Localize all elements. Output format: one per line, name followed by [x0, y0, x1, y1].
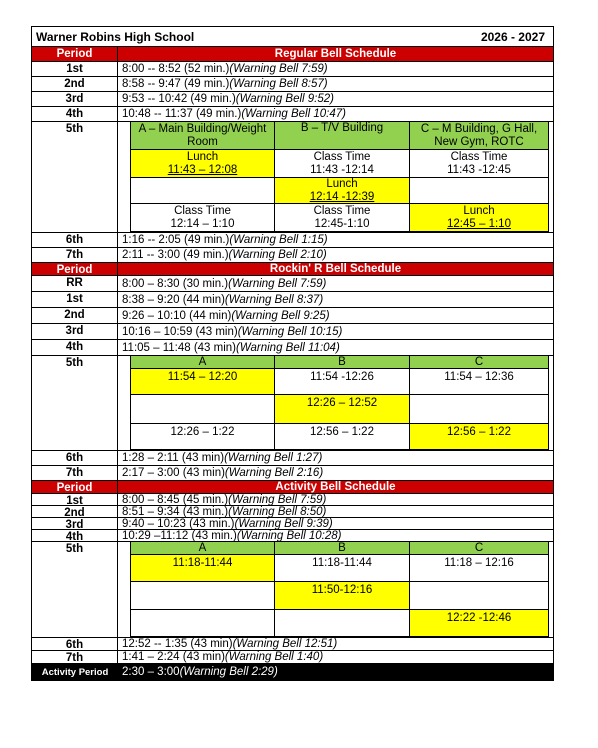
schedule-row [31, 494, 554, 506]
period-time: 8:38 – 9:20 (44 min) (Warning Bell 8:37) [122, 293, 324, 306]
fifth-slot: 11:18-11:44 [130, 555, 275, 582]
reg-col-a: A – Main Building/Weight Room [130, 122, 275, 150]
period-time: 8:00 -- 8:52 (52 min.) (Warning Bell 7:59) [122, 63, 328, 75]
period-time: 8:00 – 8:45 (45 min.) (Warning Bell 7:59) [122, 494, 327, 505]
slot-time: 11:43 – 12:08 [167, 163, 238, 176]
activity-fifth-row [31, 542, 554, 638]
period-time: 1:41 – 2:24 (43 min) (Warning Bell 1:40) [122, 651, 324, 663]
period-label: 1st [32, 292, 118, 307]
period-label: 3rd [32, 324, 118, 339]
period-time: 10:29 –11:12 (43 min.) (Warning Bell 10:28) [122, 530, 342, 541]
reg-col-b: B – T/V Building [275, 122, 410, 150]
period-label: 7th [32, 651, 118, 663]
rockin-header-row [31, 263, 554, 276]
fifth-slot [130, 610, 275, 637]
period-label: 4th [32, 530, 118, 541]
fifth-slot [410, 582, 549, 610]
fifth-slot: 12:56 – 1:22 [410, 424, 549, 450]
period-label: 5th [32, 542, 118, 637]
period-label: 2nd [32, 506, 118, 517]
period-time: 9:53 -- 10:42 (49 min.) (Warning Bell 9:52) [122, 93, 335, 105]
period-time: 1:16 -- 2:05 (49 min.) (Warning Bell 1:15) [122, 234, 328, 246]
fifth-slot [275, 610, 410, 637]
rockin-fifth-row [31, 356, 554, 451]
period-time: 2:11 -- 3:00 (49 min.) (Warning Bell 2:10) [122, 249, 327, 261]
fifth-slot: 12:26 – 1:22 [130, 424, 275, 450]
activity-period-row [31, 664, 554, 681]
period-header: Period [32, 263, 118, 275]
period-label: 3rd [32, 92, 118, 106]
period-label: 6th [32, 451, 118, 465]
fifth-slot: 11:18 – 12:16 [410, 555, 549, 582]
fifth-col-header: B [275, 356, 410, 369]
period-label: RR [32, 276, 118, 291]
period-label: 5th [32, 122, 118, 232]
period-time: 9:40 – 10:23 (43 min.) (Warning Bell 9:39) [122, 518, 333, 529]
fifth-slot [130, 582, 275, 610]
schedule-row [31, 451, 554, 466]
reg-col-c: C – M Building, G Hall, New Gym, ROTC [410, 122, 549, 150]
period-time: 11:05 – 11:48 (43 min) (Warning Bell 11:04) [122, 341, 340, 354]
schedule-row [31, 107, 554, 122]
fifth-slot: 11:54 – 12:20 [130, 369, 275, 395]
slot-label: Class Time [313, 150, 371, 163]
schedule-row [31, 248, 554, 263]
title-row [31, 26, 554, 47]
slot-time: 11:43 -12:45 [447, 163, 511, 176]
period-label: 7th [32, 466, 118, 480]
fifth-slot: 12:26 – 12:52 [275, 395, 410, 424]
schedule-row [31, 233, 554, 248]
period-label: 1st [32, 62, 118, 76]
slot-time: 12:45-1:10 [314, 217, 370, 230]
period-label: 1st [32, 494, 118, 505]
period-label: Activity Period [41, 667, 109, 678]
schedule-row [31, 276, 554, 292]
activity-heading: Activity Bell Schedule [275, 481, 396, 493]
schedule-row [31, 340, 554, 356]
fifth-slot [130, 395, 275, 424]
schedule-row [31, 466, 554, 481]
fifth-slot [410, 150, 549, 178]
period-time: 8:00 – 8:30 (30 min.) (Warning Bell 7:59) [122, 277, 327, 290]
period-time: 8:51 – 9:34 (43 min.) (Warning Bell 8:50) [122, 506, 327, 517]
period-label: 2nd [32, 308, 118, 323]
period-label: 3rd [32, 518, 118, 529]
fifth-slot: 11:18-11:44 [275, 555, 410, 582]
fifth-col-header: B [275, 542, 410, 555]
fifth-col-header: A [130, 542, 275, 555]
schedule-row [31, 518, 554, 530]
period-label: 7th [32, 248, 118, 262]
schedule-row [31, 651, 554, 664]
schedule-row [31, 292, 554, 308]
period-header: Period [32, 47, 118, 61]
regular-heading: Regular Bell Schedule [274, 48, 397, 60]
fifth-col-header: A [130, 356, 275, 369]
schedule-row [31, 324, 554, 340]
fifth-slot [130, 178, 275, 204]
fifth-slot [410, 395, 549, 424]
regular-fifth-row [31, 122, 554, 233]
period-time: 12:52 -- 1:35 (43 min) (Warning Bell 12:51) [122, 638, 338, 650]
slot-time: 12:14 -12:39 [309, 190, 375, 203]
period-label: 6th [32, 233, 118, 247]
bell-schedule-sheet [31, 26, 554, 681]
fifth-slot [275, 150, 410, 178]
period-time: 2:30 – 3:00 (Warning Bell 2:29) [122, 666, 278, 678]
schedule-row [31, 77, 554, 92]
schedule-row [31, 62, 554, 77]
slot-label: Class Time [450, 150, 508, 163]
fifth-slot [275, 178, 410, 204]
schedule-row [31, 638, 554, 651]
period-time: 2:17 – 3:00 (43 min) (Warning Bell 2:16) [122, 467, 324, 479]
period-time: 1:28 – 2:11 (43 min) (Warning Bell 1:27) [122, 452, 323, 464]
rockin-heading: Rockin' R Bell Schedule [269, 263, 402, 275]
fifth-slot: 11:54 – 12:36 [410, 369, 549, 395]
slot-label: Class Time [313, 204, 371, 217]
schedule-row [31, 506, 554, 518]
period-label: 4th [32, 107, 118, 121]
schedule-row [31, 92, 554, 107]
period-time: 10:16 – 10:59 (43 min) (Warning Bell 10:15) [122, 325, 343, 338]
slot-label: Lunch [326, 177, 358, 190]
slot-time: 11:43 -12:14 [310, 163, 374, 176]
fifth-slot: 11:50-12:16 [275, 582, 410, 610]
period-header: Period [32, 481, 118, 493]
schedule-row [31, 308, 554, 324]
activity-header-row [31, 481, 554, 494]
period-label: 5th [32, 356, 118, 450]
slot-label: Class Time [174, 204, 231, 217]
fifth-slot [410, 204, 549, 232]
period-label: 4th [32, 340, 118, 355]
slot-label: Lunch [186, 150, 219, 163]
fifth-col-header: C [410, 542, 549, 555]
regular-header-row [31, 47, 554, 62]
period-time: 8:58 -- 9:47 (49 min.) (Warning Bell 8:57) [122, 78, 328, 90]
schedule-row [31, 530, 554, 542]
fifth-slot: 12:56 – 1:22 [275, 424, 410, 450]
school-year: 2026 - 2027 [480, 29, 545, 44]
fifth-slot [275, 204, 410, 232]
slot-time: 12:14 – 1:10 [170, 217, 235, 230]
fifth-slot [410, 178, 549, 204]
period-time: 9:26 – 10:10 (44 min) (Warning Bell 9:25) [122, 309, 330, 322]
slot-time: 12:45 – 1:10 [447, 217, 511, 230]
period-label: 6th [32, 638, 118, 650]
fifth-col-header: C [410, 356, 549, 369]
fifth-slot: 11:54 -12:26 [275, 369, 410, 395]
period-label: 2nd [32, 77, 118, 91]
period-time: 10:48 -- 11:37 (49 min.) (Warning Bell 10:47) [122, 108, 346, 120]
fifth-slot [130, 150, 275, 178]
fifth-slot: 12:22 -12:46 [410, 610, 549, 637]
slot-label: Lunch [463, 204, 495, 217]
fifth-slot [130, 204, 275, 232]
school-name: Warner Robins High School [36, 29, 195, 44]
